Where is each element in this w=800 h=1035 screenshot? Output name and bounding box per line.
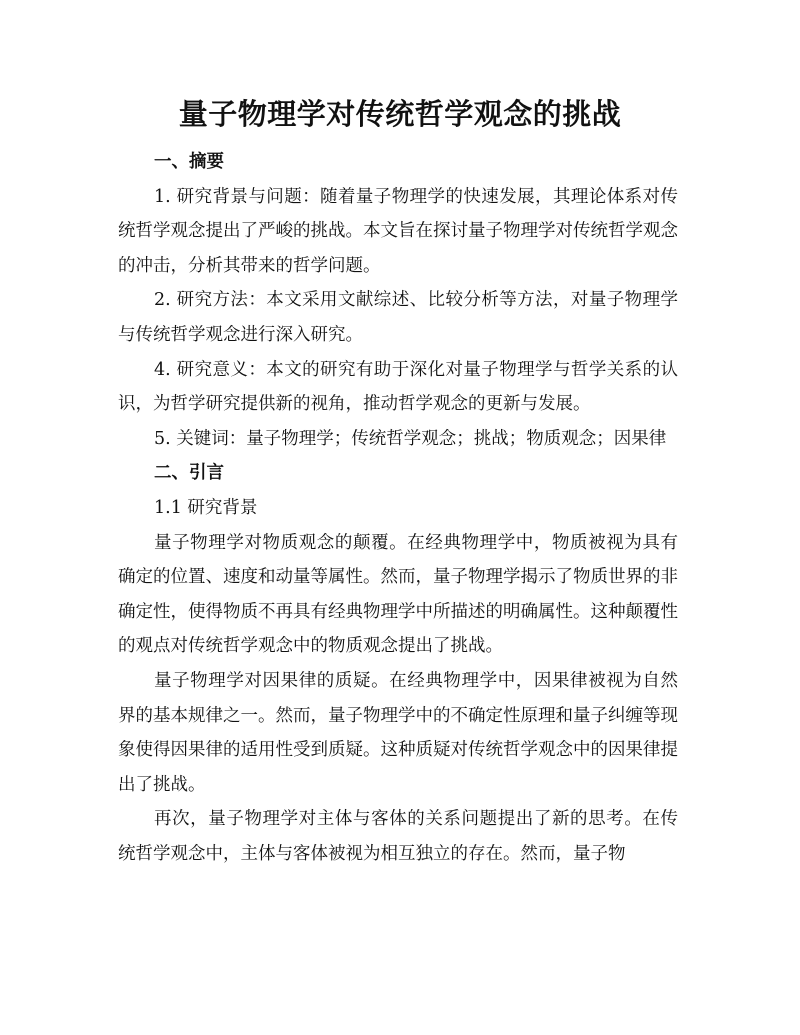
- abstract-heading: 一、摘要: [154, 152, 224, 172]
- abstract-item-method: 2. 研究方法：本文采用文献综述、比较分析等方法，对量子物理学与传统哲学观念进行深入研究。: [118, 290, 678, 345]
- intro-paragraph: 量子物理学对因果律的质疑。在经典物理学中，因果律被视为自然界的基本规律之一。然而，量子物理学中的不确定性原理和量子纠缠等现象使得因果律的适用性受到质疑。这种质疑对传统哲学观念中的因果律提出了挑战。: [118, 670, 678, 795]
- intro-paragraph: 量子物理学对物质观念的颠覆。在经典物理学中，物质被视为具有确定的位置、速度和动量等属性。然而，量子物理学揭示了物质世界的非确定性，使得物质不再具有经典物理学中所描述的明确属性。这种颠覆性的观点对传统哲学观念中的物质观念提出了挑战。: [118, 532, 678, 657]
- document-title: 量子物理学对传统哲学观念的挑战: [178, 97, 622, 131]
- intro-paragraph: 再次，量子物理学对主体与客体的关系问题提出了新的思考。在传统哲学观念中，主体与客体被视为相互独立的存在。然而，量子物: [118, 809, 678, 864]
- abstract-item-background: 1. 研究背景与问题：随着量子物理学的快速发展，其理论体系对传统哲学观念提出了严峻的挑战。本文旨在探讨量子物理学对传统哲学观念的冲击，分析其带来的哲学问题。: [118, 186, 678, 276]
- intro-subheading: 1.1 研究背景: [154, 497, 258, 518]
- intro-heading: 二、引言: [154, 463, 224, 484]
- abstract-item-significance: 4. 研究意义：本文的研究有助于深化对量子物理学与哲学关系的认识，为哲学研究提供新的视角，推动哲学观念的更新与发展。: [118, 359, 678, 415]
- abstract-item-keywords: 5. 关键词：量子物理学；传统哲学观念；挑战；物质观念；因果律: [154, 428, 667, 449]
- document-body: [118, 145, 678, 871]
